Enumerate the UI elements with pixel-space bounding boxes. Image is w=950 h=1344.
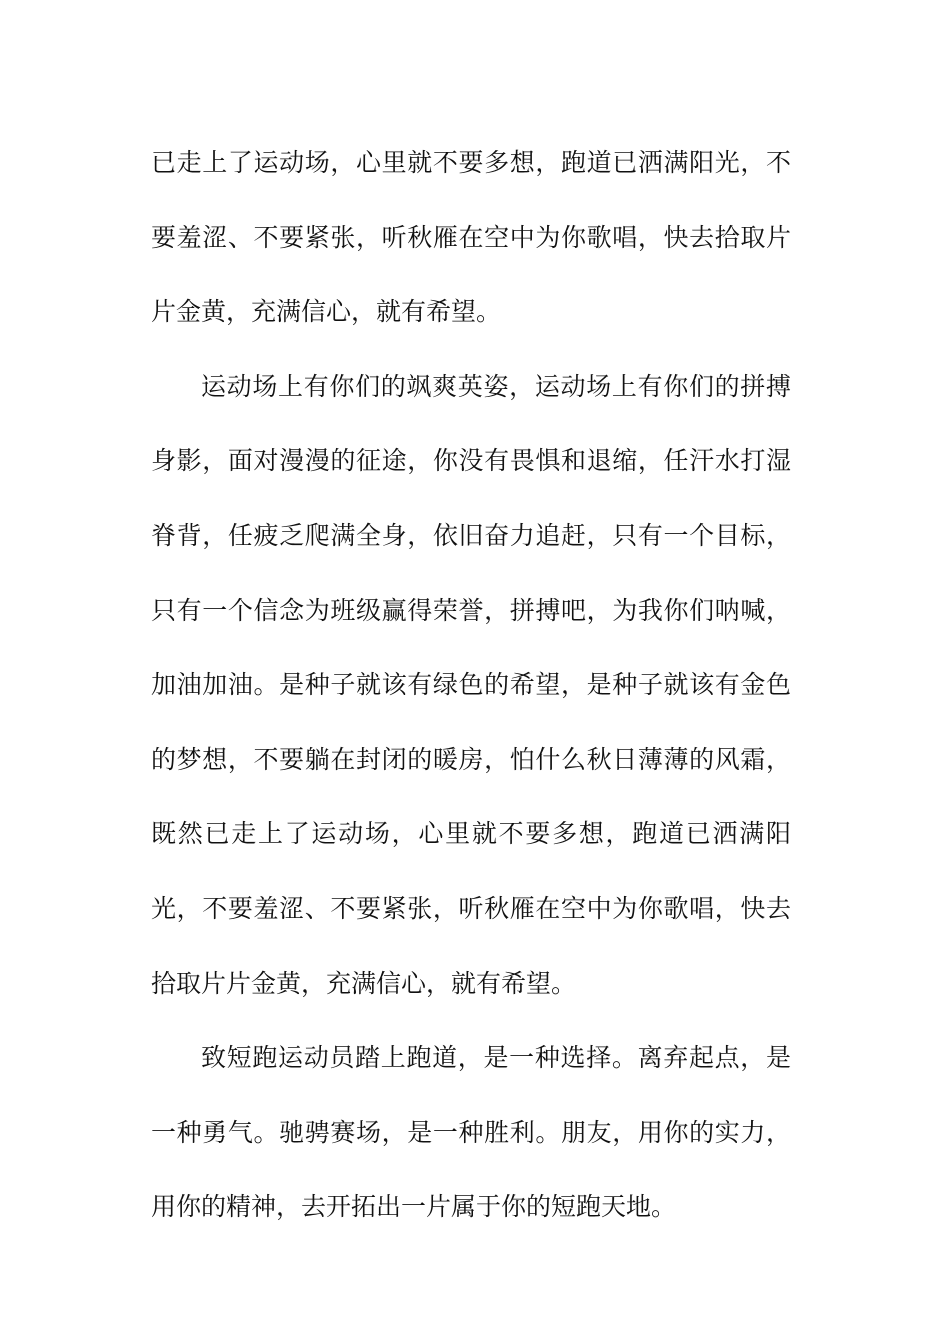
paragraph-1: 已走上了运动场，心里就不要多想，跑道已洒满阳光，不要羞涩、不要紧张，听秋雁在空中为你歌唱，快去拾取片片金黄，充满信心，就有希望。 (151, 148, 791, 327)
paragraph-3: 致短跑运动员踏上跑道，是一种选择。离弃起点，是一种勇气。驰骋赛场，是一种胜利。朋友，用你的实力，用你的精神，去开拓出一片属于你的短跑天地。 (151, 1043, 791, 1222)
paragraph-2: 运动场上有你们的飒爽英姿，运动场上有你们的拼搏身影，面对漫漫的征途，你没有畏惧和退缩，任汗水打湿脊背，任疲乏爬满全身，依旧奋力追赶，只有一个目标，只有一个信念为班级赢得荣誉，拼搏吧，为我你们呐喊，加油加油。是种子就该有绿色的希望，是种子就该有金色的梦想，不要躺在封闭的暖房，怕什么秋日薄薄的风霜，既然已走上了运动场，心里就不要多想，跑道已洒满阳光，不要羞涩、不要紧张，听秋雁在空中为你歌唱，快去拾取片片金黄，充满信心，就有希望。 (151, 371, 791, 998)
document-body (151, 126, 791, 1245)
